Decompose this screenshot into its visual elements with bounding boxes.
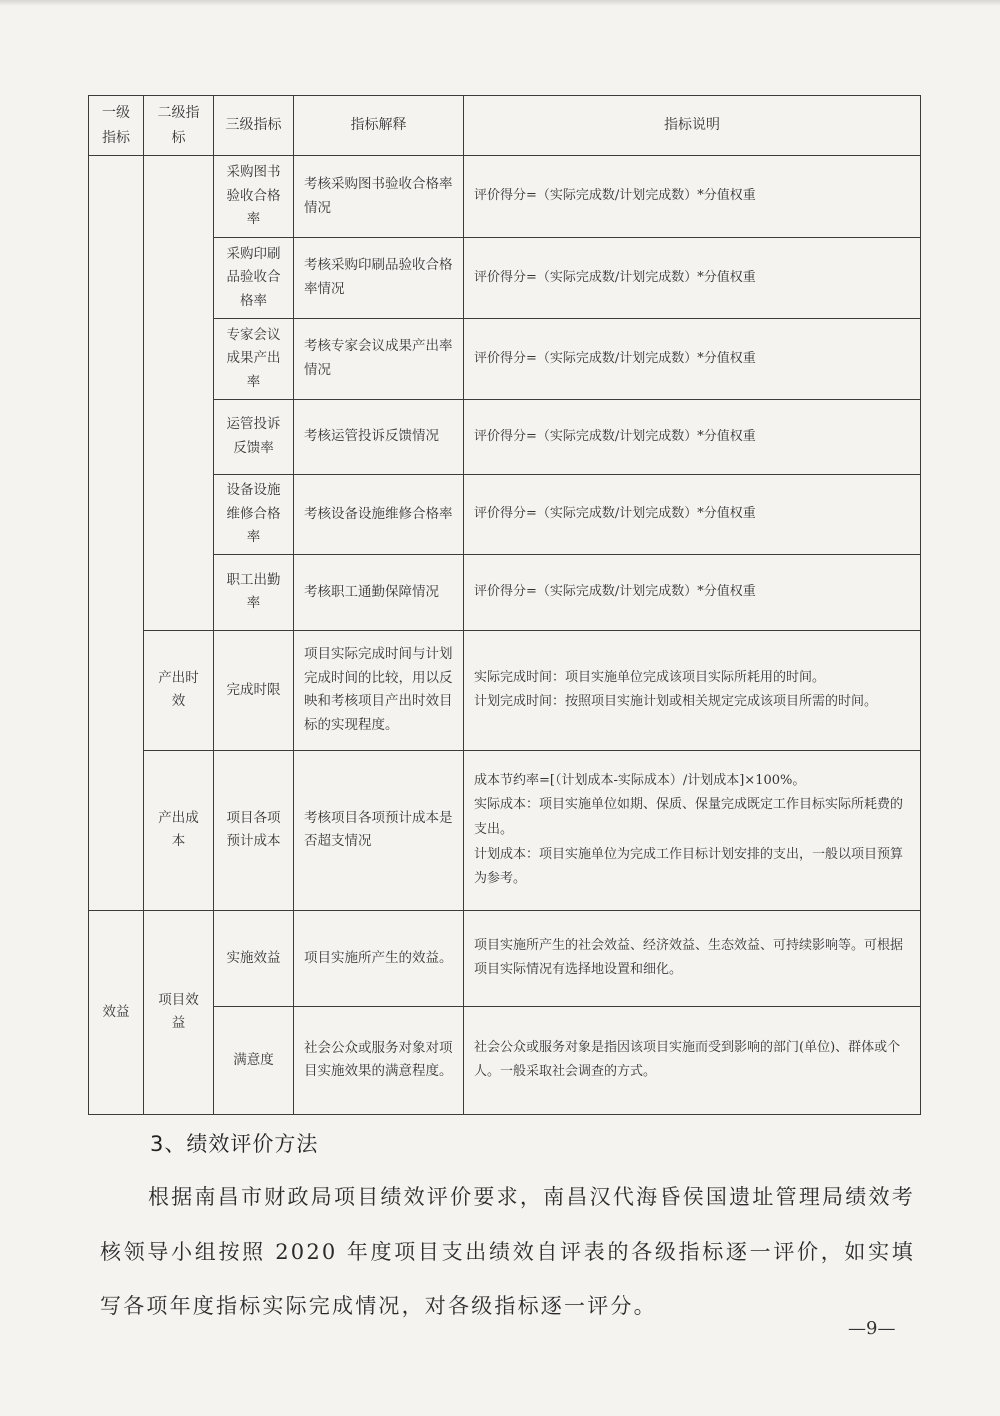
note-cell: 评价得分=（实际完成数/计划完成数）*分值权重	[464, 554, 921, 630]
table-row	[89, 630, 921, 750]
table-row	[89, 910, 921, 1006]
table-header-row	[89, 96, 921, 156]
note-cell: 项目实施所产生的社会效益、经济效益、生态效益、可持续影响等。可根据项目实际情况有选择地设置和细化。	[464, 910, 921, 1006]
note-line: 计划成本：项目实施单位为完成工作目标计划安排的支出，一般以项目预算为参考。	[474, 846, 904, 887]
note-cell: 社会公众或服务对象是指因该项目实施而受到影响的部门(单位)、群体或个人。一般采取社会调查的方式。	[464, 1006, 921, 1114]
explain-cell: 考核专家会议成果产出率情况	[294, 319, 464, 400]
level3-cell: 满意度	[214, 1006, 294, 1114]
level2-cell: 产出成本	[144, 750, 214, 910]
header-note: 指标说明	[464, 96, 921, 156]
table-row	[89, 750, 921, 910]
header-level2: 二级指标	[144, 96, 214, 156]
explain-cell: 考核采购印刷品验收合格率情况	[294, 238, 464, 319]
level3-cell: 完成时限	[214, 630, 294, 750]
level2-cell: 项目效益	[144, 910, 214, 1114]
level1-cell: 效益	[89, 910, 144, 1114]
explain-cell: 考核设备设施维修合格率	[294, 475, 464, 555]
level3-cell: 采购图书验收合格率	[214, 156, 294, 238]
header-level3: 三级指标	[214, 96, 294, 156]
explain-cell: 考核采购图书验收合格率情况	[294, 156, 464, 238]
note-cell: 评价得分=（实际完成数/计划完成数）*分值权重	[464, 400, 921, 475]
explain-cell: 考核职工通勤保障情况	[294, 554, 464, 630]
performance-index-table	[88, 95, 921, 1115]
table-row	[89, 238, 921, 319]
table-row	[89, 400, 921, 475]
level2-cell-empty	[144, 156, 214, 631]
note-cell	[464, 750, 921, 910]
table-row	[89, 156, 921, 238]
level3-cell: 职工出勤率	[214, 554, 294, 630]
table-row	[89, 475, 921, 555]
level3-cell: 设备设施维修合格率	[214, 475, 294, 555]
explain-cell: 项目实际完成时间与计划完成时间的比较，用以反映和考核项目产出时效目标的实现程度。	[294, 630, 464, 750]
note-line: 计划完成时间：按照项目实施计划或相关规定完成该项目所需的时间。	[474, 694, 878, 710]
header-explain: 指标解释	[294, 96, 464, 156]
explain-cell: 考核运管投诉反馈情况	[294, 400, 464, 475]
note-cell: 评价得分=（实际完成数/计划完成数）*分值权重	[464, 475, 921, 555]
level3-cell: 项目各项预计成本	[214, 750, 294, 910]
level2-cell: 产出时效	[144, 630, 214, 750]
note-cell	[464, 630, 921, 750]
section-heading: 3、绩效评价方法	[150, 1132, 319, 1156]
note-line: 实际成本：项目实施单位如期、保质、保量完成既定工作目标实际所耗费的支出。	[474, 797, 904, 838]
explain-cell: 考核项目各项预计成本是否超支情况	[294, 750, 464, 910]
header-level1: 一级指标	[89, 96, 144, 156]
table-row	[89, 1006, 921, 1114]
explain-cell: 项目实施所产生的效益。	[294, 910, 464, 1006]
table-row	[89, 554, 921, 630]
level3-cell: 采购印刷品验收合格率	[214, 238, 294, 319]
page-top-edge	[0, 0, 1000, 6]
level3-cell: 运管投诉反馈率	[214, 400, 294, 475]
note-line: 成本节约率=[（计划成本-实际成本）/计划成本]×100%。	[474, 772, 806, 788]
table-row	[89, 319, 921, 400]
page-number: —9—	[848, 1318, 896, 1339]
level3-cell: 专家会议成果产出率	[214, 319, 294, 400]
note-cell: 评价得分=（实际完成数/计划完成数）*分值权重	[464, 238, 921, 319]
note-cell: 评价得分=（实际完成数/计划完成数）*分值权重	[464, 319, 921, 400]
note-cell: 评价得分=（实际完成数/计划完成数）*分值权重	[464, 156, 921, 238]
explain-cell: 社会公众或服务对象对项目实施效果的满意程度。	[294, 1006, 464, 1114]
level3-cell: 实施效益	[214, 910, 294, 1006]
note-line: 实际完成时间：项目实施单位完成该项目实际所耗用的时间。	[474, 669, 826, 685]
body-paragraph: 根据南昌市财政局项目绩效评价要求，南昌汉代海昏侯国遗址管理局绩效考核领导小组按照 2020 年度项目支出绩效自评表的各级指标逐一评价，如实填写各项年度指标实际完成情况，对各级指标逐一评分。	[100, 1185, 915, 1319]
level1-cell-empty	[89, 156, 144, 911]
